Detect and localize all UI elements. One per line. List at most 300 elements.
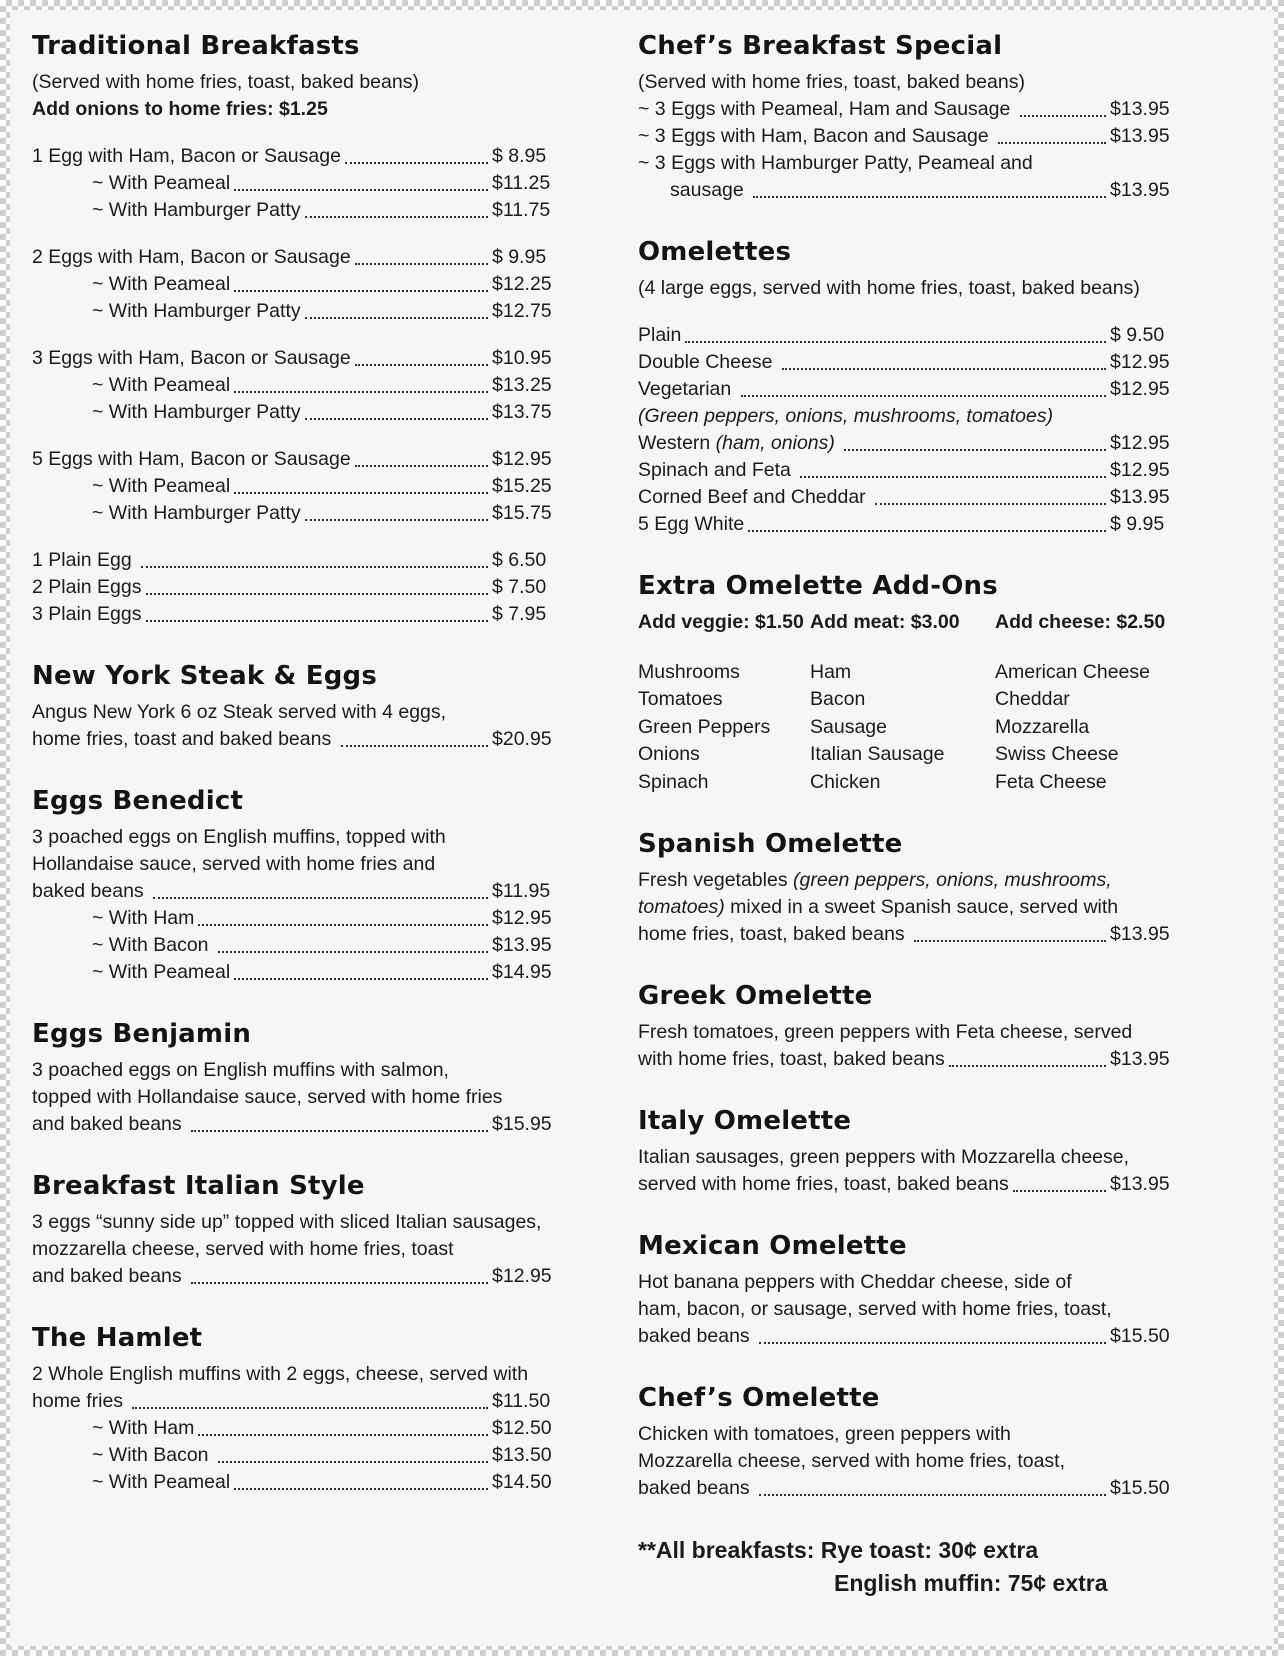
- text-segment: Plain: [638, 324, 682, 346]
- item-name: [32, 826, 446, 848]
- description-line: [638, 275, 1182, 302]
- item-price: $15.50: [1110, 1325, 1170, 1347]
- item-name: [32, 98, 328, 120]
- item-name: [638, 484, 871, 511]
- item-name: [638, 1323, 755, 1350]
- addon-item: Add cheese: $2.50: [995, 611, 1166, 633]
- menu-section: [638, 980, 1182, 1073]
- dot-leader: [305, 418, 488, 420]
- item-name: [638, 1021, 1132, 1043]
- text-segment: Spinach and Feta: [638, 459, 797, 481]
- menu-item: [638, 1475, 1182, 1502]
- text-segment: Hot banana peppers with Cheddar cheese, side of: [638, 1271, 1072, 1293]
- dot-leader: [191, 1130, 488, 1132]
- menu-item: [32, 446, 564, 473]
- menu-section: [638, 236, 1182, 538]
- dot-leader: [198, 924, 488, 926]
- addons-column: [995, 609, 1182, 637]
- item-price: $13.50: [492, 1444, 552, 1466]
- dot-leader: [305, 216, 488, 218]
- item-name: [92, 298, 301, 325]
- item-name: [32, 1111, 187, 1138]
- item-name: [92, 197, 301, 224]
- item-price: $11.95: [492, 880, 551, 902]
- text-segment: home fries, toast, baked beans: [638, 923, 911, 945]
- menu-item: [638, 457, 1182, 484]
- dot-leader: [305, 519, 488, 521]
- item-price: $12.95: [1110, 432, 1170, 454]
- menu-item: [638, 1046, 1182, 1073]
- menu-item: [32, 601, 564, 628]
- menu-item: [32, 1388, 564, 1415]
- menu-item: [32, 932, 564, 959]
- menu-section: [32, 785, 564, 986]
- dot-leader: [1013, 1190, 1106, 1192]
- item-name: [32, 701, 446, 723]
- item-name: [92, 959, 230, 986]
- text-segment: (Green peppers, onions, mushrooms, tomatoes): [638, 405, 1054, 427]
- menu-item: [638, 96, 1182, 123]
- addon-item: Bacon: [810, 688, 866, 710]
- text-segment: ~ 3 Eggs with Peameal, Ham and Sausage: [638, 98, 1016, 120]
- addon-item: Mozzarella: [995, 715, 1090, 738]
- section-title: Traditional Breakfasts: [32, 31, 360, 61]
- item-name: [32, 1059, 449, 1081]
- text-segment: ~ 3 Eggs with Ham, Bacon and Sausage: [638, 125, 995, 147]
- dot-leader: [218, 951, 488, 953]
- text-segment: baked beans: [638, 1325, 756, 1347]
- section-title: Chef’s Omelette: [638, 1383, 880, 1413]
- section-title: Mexican Omelette: [638, 1231, 907, 1261]
- text-segment: ~ With Bacon: [92, 1444, 214, 1466]
- menu-section: [638, 1105, 1182, 1198]
- item-price: $15.50: [1110, 1477, 1170, 1499]
- dot-leader: [355, 364, 488, 366]
- item-price: $13.95: [1110, 486, 1170, 508]
- item-name: [638, 123, 994, 150]
- item-price: $ 7.50: [492, 576, 547, 598]
- item-name: [92, 170, 230, 197]
- text-segment: ~ 3 Eggs with Hamburger Patty, Peameal and: [638, 152, 1033, 174]
- text-segment: (Served with home fries, toast, baked beans): [32, 71, 419, 93]
- text-segment: (green peppers, onions, mushrooms,: [793, 869, 1112, 891]
- item-name: [670, 177, 749, 204]
- item-price: $11.25: [492, 172, 551, 194]
- text-segment: ~ With Peameal: [92, 961, 231, 983]
- dot-leader: [153, 897, 488, 899]
- text-segment: Chicken with tomatoes, green peppers with: [638, 1423, 1011, 1445]
- dot-leader: [198, 1434, 488, 1436]
- dot-leader: [234, 978, 488, 980]
- item-price: $13.95: [1110, 1048, 1170, 1070]
- item-name: [92, 500, 301, 527]
- text-segment: Double Cheese: [638, 351, 778, 373]
- addon-item: American Cheese: [995, 660, 1150, 683]
- item-price: $13.75: [492, 401, 552, 423]
- menu-item: [638, 177, 1182, 204]
- description-line: [638, 1144, 1182, 1171]
- dot-leader: [685, 341, 1106, 343]
- addons-columns: [638, 609, 1182, 637]
- item-price: $12.95: [1110, 459, 1170, 481]
- addons-column: [810, 659, 995, 797]
- addon-item: Add meat: $3.00: [810, 611, 960, 633]
- text-segment: tomatoes): [638, 896, 725, 918]
- item-name: [638, 896, 1118, 918]
- item-name: [32, 726, 337, 753]
- dot-leader: [146, 620, 489, 622]
- text-segment: 3 Eggs with Ham, Bacon or Sausage: [32, 347, 351, 369]
- item-name: [92, 905, 194, 932]
- text-segment: 2 Eggs with Ham, Bacon or Sausage: [32, 246, 351, 268]
- addon-item: Swiss Cheese: [995, 743, 1119, 765]
- addon-item: Green Peppers: [638, 715, 771, 738]
- spacer: [32, 325, 564, 345]
- menu-item: [638, 349, 1182, 376]
- item-name: [638, 376, 737, 403]
- text-segment: 3 poached eggs on English muffins with salmon,: [32, 1059, 449, 1081]
- description-line: [638, 403, 1182, 430]
- item-name: [638, 430, 840, 457]
- spacer: [638, 637, 1182, 657]
- menu-item: [32, 726, 564, 753]
- menu-item: [32, 1415, 564, 1442]
- text-segment: Hollandaise sauce, served with home fries and: [32, 853, 436, 875]
- text-segment: ~ With Ham: [92, 907, 195, 929]
- item-price: $ 9.50: [1110, 324, 1165, 346]
- text-segment: baked beans: [32, 880, 150, 902]
- description-line: [32, 699, 564, 726]
- addons-column: [810, 609, 995, 637]
- menu-item: [32, 170, 564, 197]
- section-title: Italy Omelette: [638, 1106, 852, 1136]
- dot-leader: [355, 465, 488, 467]
- text-segment: English muffin: 75¢ extra: [834, 1570, 1108, 1596]
- section-title: Spanish Omelette: [638, 829, 903, 859]
- menu-item: [32, 473, 564, 500]
- item-name: [638, 1475, 755, 1502]
- text-segment: ~ With Peameal: [92, 374, 231, 396]
- addon-item: Italian Sausage: [810, 743, 945, 765]
- addons-columns: [638, 659, 1182, 797]
- menu-item: [32, 1111, 564, 1138]
- text-segment: Fresh tomatoes, green peppers with Feta cheese, served: [638, 1021, 1133, 1043]
- text-segment: ~ With Ham: [92, 1417, 195, 1439]
- menu-section: [638, 828, 1182, 948]
- dot-leader: [759, 1342, 1106, 1344]
- item-name: [638, 152, 1033, 174]
- item-price: $11.50: [492, 1390, 551, 1412]
- section-title: New York Steak & Eggs: [32, 661, 377, 691]
- item-price: $14.95: [492, 961, 552, 983]
- dot-leader: [234, 492, 488, 494]
- item-price: $ 6.50: [492, 549, 547, 571]
- menu-section: [32, 1018, 564, 1138]
- item-price: $ 9.95: [1110, 513, 1165, 535]
- text-segment: mixed in a sweet Spanish sauce, served with: [724, 896, 1119, 918]
- item-price: $12.95: [1110, 351, 1170, 373]
- dot-leader: [234, 290, 488, 292]
- item-name: [92, 932, 214, 959]
- item-name: [32, 1238, 454, 1260]
- item-price: $15.95: [492, 1113, 552, 1135]
- menu-item: [32, 1263, 564, 1290]
- item-name: [638, 1423, 1011, 1445]
- description-line: [32, 1236, 564, 1263]
- menu-item: [32, 878, 564, 905]
- dot-leader: [146, 593, 489, 595]
- item-price: $15.25: [492, 475, 552, 497]
- item-name: [32, 244, 351, 271]
- description-line: [638, 69, 1182, 96]
- section-title: Eggs Benjamin: [32, 1019, 252, 1049]
- item-name: [638, 1271, 1072, 1293]
- text-segment: 3 poached eggs on English muffins, topped with: [32, 826, 446, 848]
- menu-item: [638, 430, 1182, 457]
- item-price: $13.95: [1110, 98, 1170, 120]
- section-title: Breakfast Italian Style: [32, 1171, 365, 1201]
- item-name: [638, 322, 681, 349]
- section-title: Omelettes: [638, 237, 792, 267]
- text-segment: Add onions to home fries: $1.25: [32, 98, 328, 120]
- menu-item: [32, 345, 564, 372]
- item-name: [638, 921, 910, 948]
- addon-item: Tomatoes: [638, 688, 723, 710]
- text-segment: topped with Hollandaise sauce, served with home fries: [32, 1086, 503, 1108]
- item-price: $10.95: [492, 347, 552, 369]
- item-name: [638, 405, 1053, 427]
- menu-item: [32, 399, 564, 426]
- text-segment: Western: [638, 432, 716, 454]
- item-name: [32, 1363, 528, 1385]
- dot-leader: [345, 162, 488, 164]
- text-segment: Vegetarian: [638, 378, 737, 400]
- item-name: [32, 1086, 502, 1108]
- menu-item: [32, 244, 564, 271]
- addon-item: Sausage: [810, 715, 887, 738]
- item-price: $14.50: [492, 1471, 552, 1493]
- menu-section: [638, 570, 1182, 796]
- text-segment: (Served with home fries, toast, baked beans): [638, 71, 1025, 93]
- text-segment: ~ With Peameal: [92, 273, 231, 295]
- menu-section: [638, 1382, 1182, 1502]
- description-line: [32, 1209, 564, 1236]
- item-price: $13.95: [1110, 1173, 1170, 1195]
- addon-item: Feta Cheese: [995, 770, 1107, 793]
- description-line: [32, 1057, 564, 1084]
- addon-item: Onions: [638, 743, 700, 765]
- spacer: [32, 224, 564, 244]
- description-line: [32, 824, 564, 851]
- menu-item: [32, 271, 564, 298]
- item-price: $12.95: [492, 448, 552, 470]
- addon-item: Chicken: [810, 770, 881, 793]
- dot-leader: [741, 395, 1106, 397]
- item-name: [638, 457, 796, 484]
- description-line: [32, 96, 564, 123]
- dot-leader: [191, 1282, 488, 1284]
- menu-item: [32, 372, 564, 399]
- dot-leader: [748, 530, 1106, 532]
- item-name: [92, 1442, 214, 1469]
- item-price: $13.95: [492, 934, 552, 956]
- item-name: [638, 511, 744, 538]
- spacer: [32, 527, 564, 547]
- text-segment: baked beans: [638, 1477, 756, 1499]
- item-price: $13.95: [1110, 923, 1170, 945]
- item-name: [638, 1450, 1065, 1472]
- text-segment: ~ With Hamburger Patty: [92, 401, 301, 423]
- text-segment: ~ With Hamburger Patty: [92, 502, 301, 524]
- text-segment: 5 Eggs with Ham, Bacon or Sausage: [32, 448, 351, 470]
- description-line: [32, 69, 564, 96]
- menu-item: [638, 511, 1182, 538]
- section-title: Extra Omelette Add-Ons: [638, 571, 998, 601]
- item-price: $15.75: [492, 502, 552, 524]
- menu-item: [638, 1323, 1182, 1350]
- text-segment: ~ With Peameal: [92, 1471, 231, 1493]
- item-name: [32, 1211, 541, 1233]
- description-line: [638, 867, 1182, 894]
- text-segment: ham, bacon, or sausage, served with home fries, toast,: [638, 1298, 1112, 1320]
- section-title: Chef’s Breakfast Special: [638, 31, 1003, 61]
- dot-leader: [844, 449, 1106, 451]
- item-name: [638, 1171, 1009, 1198]
- item-name: [638, 71, 1025, 93]
- menu-item: [638, 123, 1182, 150]
- menu-item: [638, 921, 1182, 948]
- menu-item: [32, 1442, 564, 1469]
- description-line: [638, 1296, 1182, 1323]
- text-segment: ~ With Hamburger Patty: [92, 199, 301, 221]
- text-segment: 2 Whole English muffins with 2 eggs, cheese, served with: [32, 1363, 529, 1385]
- item-name: [92, 1469, 230, 1496]
- item-name: [32, 345, 351, 372]
- dot-leader: [1020, 115, 1106, 117]
- description-line: [638, 1269, 1182, 1296]
- dot-leader: [341, 745, 488, 747]
- item-price: $13.95: [1110, 179, 1170, 201]
- item-name: [32, 71, 419, 93]
- text-segment: 2 Plain Eggs: [32, 576, 142, 598]
- item-price: $13.25: [492, 374, 552, 396]
- description-line: [32, 851, 564, 878]
- menu-item: [32, 959, 564, 986]
- menu-item: [638, 1171, 1182, 1198]
- item-name: [32, 547, 137, 574]
- addons-column: [638, 609, 810, 637]
- menu-section: [32, 660, 564, 753]
- text-segment: ~ With Bacon: [92, 934, 214, 956]
- item-price: $ 8.95: [492, 145, 547, 167]
- text-segment: 1 Egg with Ham, Bacon or Sausage: [32, 145, 341, 167]
- item-name: [32, 878, 149, 905]
- dot-leader: [782, 368, 1106, 370]
- item-price: $11.75: [492, 199, 551, 221]
- menu-item: [32, 143, 564, 170]
- description-line: [638, 1421, 1182, 1448]
- menu-column-left: [32, 30, 564, 1646]
- description-line: [638, 1567, 1182, 1600]
- item-name: [638, 1537, 1038, 1563]
- description-line: [638, 1534, 1182, 1567]
- item-name: [32, 601, 142, 628]
- dot-leader: [875, 503, 1106, 505]
- text-segment: Corned Beef and Cheddar: [638, 486, 872, 508]
- text-segment: home fries, toast and baked beans: [32, 728, 337, 750]
- text-segment: 1 Plain Egg: [32, 549, 138, 571]
- menu-section: [638, 1534, 1182, 1600]
- text-segment: Angus New York 6 oz Steak served with 4 eggs,: [32, 701, 447, 723]
- spacer: [32, 426, 564, 446]
- item-name: [834, 1570, 1108, 1596]
- item-name: [638, 869, 1112, 891]
- dot-leader: [759, 1494, 1106, 1496]
- text-segment: ~ With Peameal: [92, 475, 231, 497]
- text-segment: and baked beans: [32, 1265, 188, 1287]
- item-name: [32, 574, 142, 601]
- text-segment: ~ With Peameal: [92, 172, 231, 194]
- menu-section: [32, 1322, 564, 1496]
- spacer: [32, 123, 564, 143]
- text-segment: sausage: [670, 179, 750, 201]
- section-title: Eggs Benedict: [32, 786, 244, 816]
- item-price: $12.50: [492, 1417, 552, 1439]
- text-segment: mozzarella cheese, served with home fries, toast: [32, 1238, 454, 1260]
- dot-leader: [305, 317, 488, 319]
- item-price: $12.95: [492, 907, 552, 929]
- text-segment: 3 Plain Eggs: [32, 603, 142, 625]
- text-segment: with home fries, toast, baked beans: [638, 1048, 945, 1070]
- menu-item: [32, 905, 564, 932]
- addon-item: Spinach: [638, 770, 709, 793]
- menu-section: [638, 1230, 1182, 1350]
- item-name: [638, 1146, 1129, 1168]
- item-name: [32, 143, 341, 170]
- menu-item: [32, 197, 564, 224]
- item-name: [92, 473, 230, 500]
- text-segment: ~ With Hamburger Patty: [92, 300, 301, 322]
- dot-leader: [234, 1488, 488, 1490]
- item-price: $20.95: [492, 728, 552, 750]
- addons-column: [638, 659, 810, 797]
- section-title: The Hamlet: [32, 1323, 203, 1353]
- item-name: [92, 372, 230, 399]
- description-line: [638, 1019, 1182, 1046]
- dot-leader: [218, 1461, 488, 1463]
- text-segment: Mozzarella cheese, served with home fries, toast,: [638, 1450, 1066, 1472]
- item-name: [32, 1263, 187, 1290]
- menu-section: [638, 30, 1182, 204]
- text-segment: Italian sausages, green peppers with Mozzarella cheese,: [638, 1146, 1130, 1168]
- menu-item: [638, 376, 1182, 403]
- text-segment: 3 eggs “sunny side up” topped with sliced Italian sausages,: [32, 1211, 542, 1233]
- item-name: [638, 1046, 945, 1073]
- dot-leader: [141, 566, 488, 568]
- dot-leader: [234, 189, 488, 191]
- description-line: [638, 150, 1182, 177]
- text-segment: Fresh vegetables: [638, 869, 794, 891]
- section-title: Greek Omelette: [638, 981, 873, 1011]
- item-name: [92, 399, 301, 426]
- dot-leader: [355, 263, 488, 265]
- text-segment: served with home fries, toast, baked beans: [638, 1173, 1009, 1195]
- addon-item: Cheddar: [995, 688, 1070, 710]
- dot-leader: [949, 1065, 1106, 1067]
- item-name: [638, 1298, 1112, 1320]
- menu-item: [638, 322, 1182, 349]
- dot-leader: [234, 391, 488, 393]
